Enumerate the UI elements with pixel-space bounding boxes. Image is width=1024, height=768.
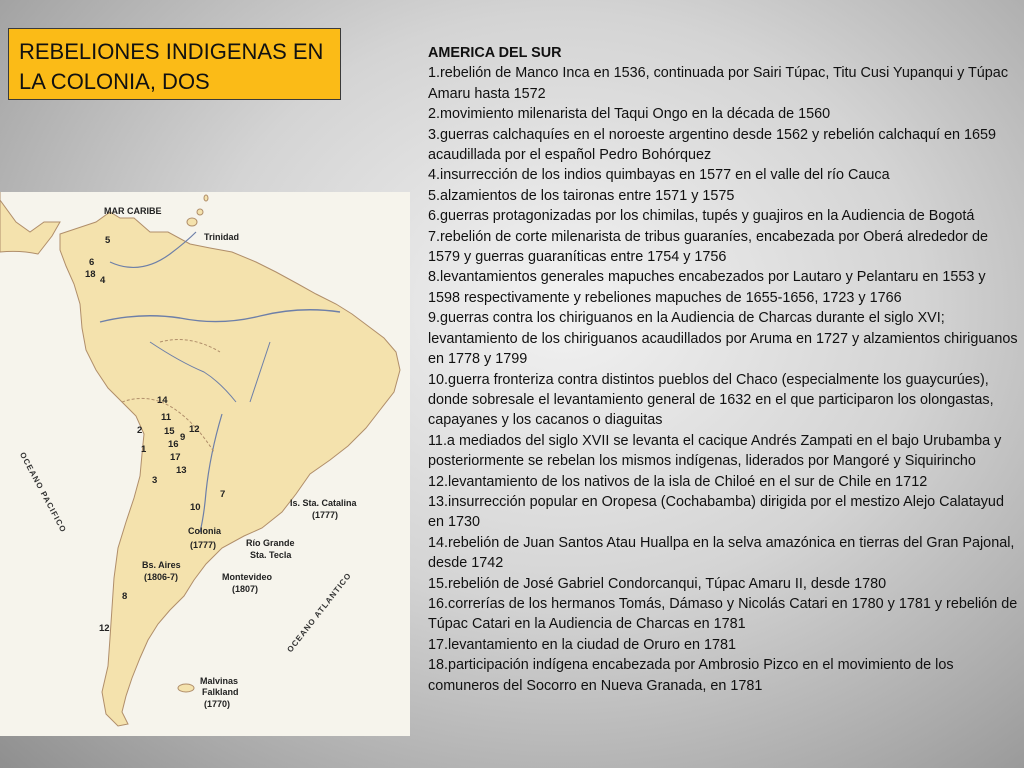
- list-item: 13.insurrección popular en Oropesa (Cochabamba) dirigida por el mestizo Alejo Calatayud en 1730: [428, 493, 1004, 531]
- map-marker-number: 17: [170, 452, 181, 463]
- montevideo-label: Montevideo: [222, 572, 273, 582]
- map-marker-number: 16: [168, 439, 179, 450]
- map-marker-number: 12: [99, 623, 110, 634]
- bs-aires-label: Bs. Aires: [142, 560, 181, 570]
- caribbean-island: [204, 195, 208, 201]
- sta-catalina-year: (1777): [312, 510, 339, 520]
- list-item: 17.levantamiento en la ciudad de Oruro en 1781: [428, 636, 737, 653]
- list-item: 15.rebelión de José Gabriel Condorcanqui, Túpac Amaru II, desde 1780: [428, 575, 887, 592]
- map-marker-number: 7: [220, 489, 226, 500]
- mar-caribe-label: MAR CARIBE: [104, 206, 162, 216]
- list-item: 3.guerras calchaquíes en el noroeste argentino desde 1562 y rebelión calchaquí en 1659 acaudillada por el español Pedro Bohórquez: [428, 126, 997, 164]
- map-marker-number: 2: [137, 425, 143, 436]
- falkland-year: (1770): [204, 699, 231, 709]
- map-marker-number: 9: [180, 432, 186, 443]
- list-item: 18.participación indígena encabezada por Ambrosio Pizco en el movimiento de los comuneros del Socorro en Nueva Granada, en 1781: [428, 657, 954, 694]
- list-item: 4.insurrección de los indios quimbayas en 1577 en el valle del río Cauca: [428, 167, 890, 184]
- map-marker-number: 12: [189, 424, 200, 435]
- map-marker-number: 18: [85, 269, 96, 280]
- map-marker-number: 14: [157, 395, 168, 406]
- falkland-islands: [178, 684, 194, 692]
- map-marker-number: 4: [100, 275, 106, 286]
- map-marker-number: 11: [161, 412, 172, 423]
- south-america-landmass: [60, 212, 400, 726]
- malvinas-label: Malvinas: [200, 676, 239, 686]
- map-marker-number: 1: [141, 444, 147, 455]
- map-marker-number: 3: [152, 475, 158, 486]
- list-item: 7.rebelión de corte milenarista de tribus guaraníes, encabezada por Oberá alrededor de 1579 y guerras guaraníticas entre 1754 y 1756: [428, 228, 988, 266]
- trinidad-island: [187, 218, 197, 226]
- map-marker-number: 10: [190, 502, 201, 513]
- colonia-label: Colonia: [188, 526, 221, 536]
- map-marker-number: 5: [105, 235, 111, 246]
- rebellions-list: [428, 43, 1018, 696]
- falkland-label: Falkland: [202, 687, 239, 697]
- list-item: 14.rebelión de Juan Santos Atau Huallpa en la selva amazónica en tierras del Gran Pajonal, desde 1742: [428, 534, 1015, 572]
- colonia-year: (1777): [190, 540, 217, 550]
- list-item: 5.alzamientos de los taironas entre 1571 y 1575: [428, 187, 735, 204]
- montevideo-year: (1807): [232, 584, 259, 594]
- list-heading: AMERICA DEL SUR: [428, 45, 562, 61]
- south-america-map: [0, 192, 410, 736]
- rio-grande-label: Río Grande: [246, 538, 295, 548]
- sta-catalina-label: Is. Sta. Catalina: [290, 498, 357, 508]
- list-item: 1.rebelión de Manco Inca en 1536, continuada por Sairi Túpac, Titu Cusi Yupanqui y Túpac Amaru hasta 1572: [428, 65, 1009, 102]
- oceano-pacifico-label: OCEANO PACIFICO: [17, 450, 69, 535]
- list-item: 12.levantamiento de los nativos de la isla de Chiloé en el sur de Chile en 1712: [428, 473, 928, 490]
- sta-tecla-label: Sta. Tecla: [250, 550, 292, 560]
- map-graphic: [0, 192, 410, 736]
- list-item: 6.guerras protagonizadas por los chimilas, tupés y guajiros en la Audiencia de Bogotá: [428, 208, 975, 225]
- map-marker-number: 15: [164, 426, 175, 437]
- bs-aires-year: (1806-7): [144, 572, 179, 582]
- map-marker-number: 8: [122, 591, 128, 602]
- map-marker-number: 6: [89, 257, 95, 268]
- list-item: 8.levantamientos generales mapuches encabezados por Lautaro y Pelantaru en 1553 y 1598 respectivamente y rebeliones mapuches de 1655-1656, 1723 y 1766: [428, 269, 986, 306]
- trinidad-label: Trinidad: [204, 232, 240, 242]
- list-item: 10.guerra fronteriza contra distintos pueblos del Chaco (especialmente los guaycurúes), donde sobresale el levantamiento general de 1632 en el que participaron los olongastas, capayanes y los cacanos o diaguitas: [428, 371, 994, 429]
- slide-title: REBELIONES INDIGENAS EN LA COLONIA, DOS: [19, 39, 324, 94]
- slide-title-box: [8, 28, 341, 100]
- list-item: 9.guerras contra los chiriguanos en la Audiencia de Charcas durante el siglo XVI; levantamiento de los chiriguanos acaudillados por Aruma en 1727 y alzamientos chiriguanos en 1778 y 1799: [428, 310, 1018, 368]
- caribbean-island: [197, 209, 203, 215]
- list-item: 2.movimiento milenarista del Taqui Ongo en la década de 1560: [428, 106, 831, 123]
- list-item: 16.correrías de los hermanos Tomás, Dámaso y Nicolás Catari en 1780 y 1781 y rebelión de Túpac Catari en la Audiencia de Charcas en 1781: [428, 595, 1018, 633]
- central-america-landmass: [0, 192, 60, 254]
- oceano-atlantico-label: OCEANO ATLANTICO: [285, 570, 354, 655]
- map-marker-number: 13: [176, 465, 187, 476]
- list-item: 11.a mediados del siglo XVII se levanta el cacique Andrés Zampati en el bajo Urubamba y posteriormente se rebelan los mismos indígenas, liderados por Mangoré y Siquirincho: [428, 432, 1002, 470]
